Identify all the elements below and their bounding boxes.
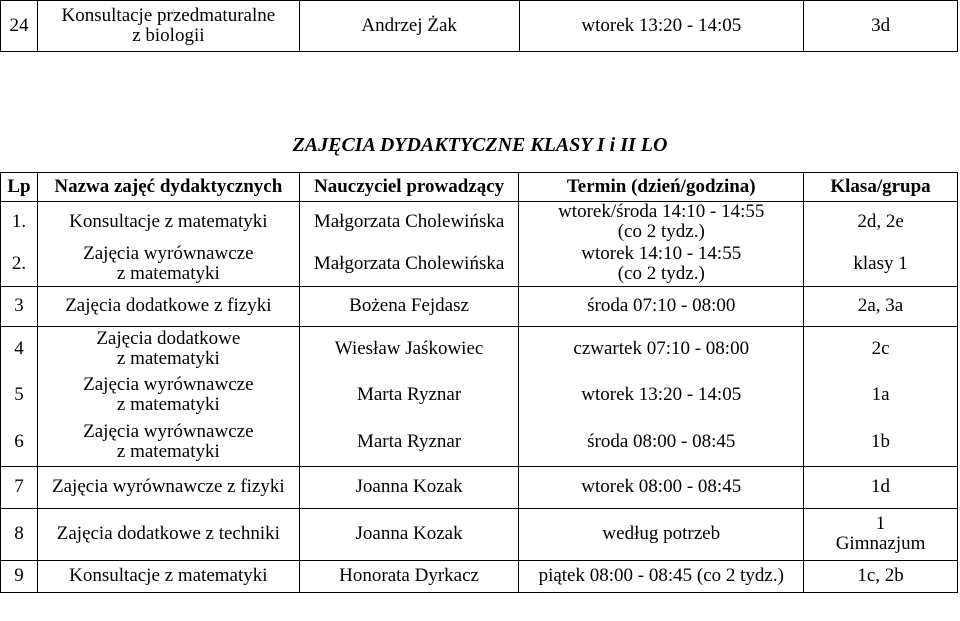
class-cell: 3d	[804, 1, 958, 52]
time-cell	[519, 242, 804, 286]
teacher-cell: Wiesław Jaśkowiec	[299, 326, 519, 372]
top-table	[0, 0, 958, 52]
class-cell: 1c, 2b	[804, 560, 958, 592]
name-cell	[37, 242, 299, 286]
class-cell: 2d, 2e	[804, 202, 958, 243]
table-row	[1, 560, 958, 592]
class-cell	[804, 508, 958, 560]
time-line: wtorek/środa 14:10 - 14:55	[558, 201, 765, 222]
class-cell: 1d	[804, 466, 958, 508]
name-cell: Zajęcia dodatkowe z techniki	[37, 508, 299, 560]
lp-cell: 1.	[1, 202, 38, 243]
time-cell: według potrzeb	[519, 508, 804, 560]
teacher-cell: Marta Ryznar	[299, 418, 519, 466]
teacher-cell: Joanna Kozak	[299, 466, 519, 508]
name-cell	[37, 1, 299, 52]
name-cell: Konsultacje z matematyki	[37, 202, 299, 243]
name-cell: Zajęcia wyrównawcze z fizyki	[37, 466, 299, 508]
teacher-cell: Bożena Fejdasz	[299, 286, 519, 326]
table-row	[1, 372, 958, 418]
header-row	[1, 173, 958, 202]
time-line: (co 2 tydz.)	[617, 221, 705, 242]
name-line: Zajęcia wyrównawcze	[83, 242, 254, 264]
time-cell: czwartek 07:10 - 08:00	[519, 326, 804, 372]
lp-cell: 9	[1, 560, 38, 592]
name-cell	[37, 418, 299, 466]
class-line: Gimnazjum	[835, 533, 926, 554]
table-row	[1, 326, 958, 372]
lp-cell: 3	[1, 286, 38, 326]
teacher-cell: Małgorzata Cholewińska	[299, 202, 519, 243]
time-cell: wtorek 13:20 - 14:05	[519, 1, 804, 52]
table-row	[1, 508, 958, 560]
teacher-cell: Joanna Kozak	[299, 508, 519, 560]
header-name: Nazwa zajęć dydaktycznych	[37, 173, 299, 202]
lp-cell: 5	[1, 372, 38, 418]
table-row	[1, 466, 958, 508]
teacher-cell: Marta Ryznar	[299, 372, 519, 418]
table-row	[1, 1, 958, 52]
name-line: z biologii	[132, 25, 205, 46]
time-cell: wtorek 13:20 - 14:05	[519, 372, 804, 418]
lp-cell: 6	[1, 418, 38, 466]
name-line: z matematyki	[116, 262, 220, 284]
class-cell: 1a	[804, 372, 958, 418]
header-time: Termin (dzień/godzina)	[519, 173, 804, 202]
teacher-cell: Honorata Dyrkacz	[299, 560, 519, 592]
name-cell: Zajęcia dodatkowe z fizyki	[37, 286, 299, 326]
class-cell: 2c	[804, 326, 958, 372]
schedule-table	[0, 172, 958, 593]
class-cell: klasy 1	[804, 242, 958, 286]
section-title: ZAJĘCIA DYDAKTYCZNE KLASY I i II LO	[292, 134, 668, 156]
name-line: z matematyki	[116, 348, 220, 370]
name-cell: Konsultacje z matematyki	[37, 560, 299, 592]
teacher-cell: Małgorzata Cholewińska	[299, 242, 519, 286]
table-row	[1, 202, 958, 243]
time-cell: środa 07:10 - 08:00	[519, 286, 804, 326]
name-line: Zajęcia wyrównawcze	[83, 420, 254, 442]
header-lp: Lp	[1, 173, 38, 202]
lp-cell: 8	[1, 508, 38, 560]
class-cell: 2a, 3a	[804, 286, 958, 326]
class-cell: 1b	[804, 418, 958, 466]
lp-cell: 24	[1, 1, 38, 52]
name-line: Zajęcia wyrównawcze	[83, 374, 254, 395]
lp-cell: 2.	[1, 242, 38, 286]
table-row	[1, 286, 958, 326]
name-cell	[37, 326, 299, 372]
lp-cell: 7	[1, 466, 38, 508]
name-cell	[37, 372, 299, 418]
name-line: z matematyki	[116, 440, 220, 462]
class-line: 1	[875, 513, 886, 534]
time-cell: piątek 08:00 - 08:45 (co 2 tydz.)	[519, 560, 804, 592]
time-cell: środa 08:00 - 08:45	[519, 418, 804, 466]
name-line: Zajęcia dodatkowe	[96, 328, 241, 350]
time-cell	[519, 202, 804, 243]
name-line: z matematyki	[116, 394, 220, 415]
time-line: wtorek 14:10 - 14:55	[581, 242, 742, 264]
name-line: Konsultacje przedmaturalne	[61, 5, 276, 26]
header-class: Klasa/grupa	[804, 173, 958, 202]
table-row	[1, 242, 958, 286]
time-cell: wtorek 08:00 - 08:45	[519, 466, 804, 508]
time-line: (co 2 tydz.)	[617, 262, 705, 284]
header-teacher: Nauczyciel prowadzący	[299, 173, 519, 202]
table-row	[1, 418, 958, 466]
teacher-cell: Andrzej Żak	[299, 1, 519, 52]
lp-cell: 4	[1, 326, 38, 372]
